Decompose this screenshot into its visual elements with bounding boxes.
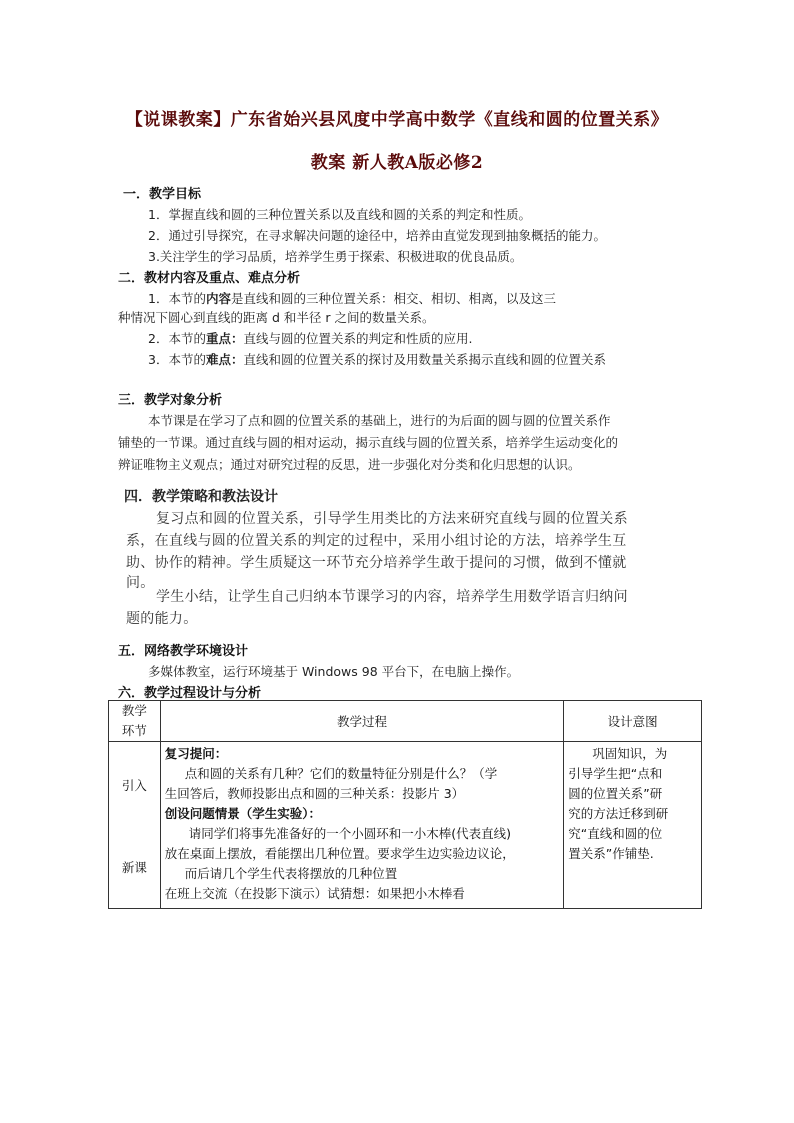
create-line-1: 请同学们将事先准备好的一个小圆环和一小木棒(代表直线) bbox=[188, 826, 511, 841]
section-6-heading: 六．教学过程设计与分析 bbox=[118, 686, 262, 701]
intent-line-6: 置关系”作铺垫. bbox=[568, 846, 654, 861]
section-5-line: 多媒体教室，运行环境基于 Windows 98 平台下，在电脑上操作。 bbox=[148, 664, 520, 679]
section-5-heading: 五．网络教学环境设计 bbox=[118, 644, 249, 659]
section-1-item-3: 3.关注学生的学习品质，培养学生勇于探索、积极进取的优良品质。 bbox=[148, 249, 523, 264]
section-3-line-2: 铺垫的一节课。通过直线与圆的相对运动，揭示直线与圆的位置关系，培养学生运动变化的 bbox=[118, 435, 619, 450]
intent-line-2: 引导学生把“点和 bbox=[568, 766, 663, 781]
section-2-item-3: 3．本节的难点：直线和圆的位置关系的探讨及用数量关系揭示直线和圆的位置关系 bbox=[148, 352, 606, 367]
section-3-line-3: 辨证唯物主义观点；通过对研究过程的反思，进一步强化对分类和化归思想的认识。 bbox=[118, 457, 581, 472]
table-row bbox=[109, 742, 702, 909]
create-line-2: 放在桌面上摆放，看能摆出几种位置。要求学生边实验边议论， bbox=[164, 846, 515, 861]
create-title: 创设问题情景（学生实验）： bbox=[164, 806, 321, 821]
header-intent: 设计意图 bbox=[564, 701, 702, 742]
section-4-line-2: 系，在直线与圆的位置关系的判定的过程中，采用小组讨论的方法，培养学生互 bbox=[126, 533, 627, 549]
intent-line-3: 圆的位置关系”研 bbox=[568, 786, 663, 801]
header-stage: 教学 环节 bbox=[109, 701, 161, 742]
intent-line-4: 究的方法迁移到研 bbox=[568, 806, 669, 821]
section-2-heading: 二．教材内容及重点、难点分析 bbox=[118, 271, 301, 286]
stage-cell bbox=[109, 742, 161, 909]
section-1-item-1: 1．掌握直线和圆的三种位置关系以及直线和圆的关系的判定和性质。 bbox=[148, 207, 531, 222]
process-cell bbox=[160, 742, 564, 909]
section-1-heading: 一．教学目标 bbox=[123, 187, 202, 202]
review-line-1: 点和圆的关系有几种？它们的数量特征分别是什么？（学 bbox=[184, 766, 498, 781]
intent-line-5: 究“直线和圆的位 bbox=[568, 826, 663, 841]
section-2-item-1: 1．本节的内容是直线和圆的三种位置关系：相交、相切、相离，以及这三 bbox=[148, 291, 556, 306]
section-4-heading: 四．教学策略和教法设计 bbox=[124, 489, 278, 505]
section-4-line-4: 问。 bbox=[126, 575, 155, 591]
section-3-line-1: 本节课是在学习了点和圆的位置关系的基础上，进行的为后面的圆与圆的位置关系作 bbox=[148, 413, 611, 428]
document-title-line-2: 教案 新人教A版必修2 bbox=[310, 153, 484, 173]
section-4-line-3: 助、协作的精神。学生质疑这一环节充分培养学生敢于提问的习惯，做到不懂就 bbox=[126, 555, 627, 571]
create-line-3: 而后请几个学生代表将摆放的几种位置 bbox=[184, 866, 398, 881]
review-line-2: 生回答后，教师投影出点和圆的三种关系：投影片 3） bbox=[164, 786, 465, 801]
section-2-item-2: 2．本节的重点：直线与圆的位置关系的判定和性质的应用. bbox=[148, 331, 473, 346]
section-4-line-5: 学生小结，让学生自己归纳本节课学习的内容，培养学生用数学语言归纳问 bbox=[156, 589, 628, 605]
stage-new-lesson: 新课 bbox=[121, 860, 147, 875]
intent-cell bbox=[564, 742, 702, 909]
stage-intro: 引入 bbox=[121, 778, 147, 793]
header-process: 教学过程 bbox=[160, 701, 564, 742]
table-header-row bbox=[109, 701, 702, 742]
create-line-4: 在班上交流（在投影下演示）试猜想：如果把小木棒看 bbox=[164, 886, 465, 901]
teaching-process-table bbox=[108, 700, 702, 909]
intent-line-1: 巩固知识，为 bbox=[592, 746, 668, 761]
section-2-item-1-continued: 种情况下圆心到直线的距离 d 和半径 r 之间的数量关系。 bbox=[118, 310, 435, 325]
section-3-heading: 三．教学对象分析 bbox=[118, 393, 223, 408]
document-title-line-1: 【说课教案】广东省始兴县风度中学高中数学《直线和圆的位置关系》 bbox=[125, 110, 669, 130]
section-4-line-1: 复习点和圆的位置关系，引导学生用类比的方法来研究直线与圆的位置关系 bbox=[156, 511, 628, 527]
section-4-line-6: 题的能力。 bbox=[126, 611, 198, 627]
review-title: 复习提问： bbox=[164, 746, 228, 761]
section-1-item-2: 2．通过引导探究，在寻求解决问题的途径中，培养由直觉发现到抽象概括的能力。 bbox=[148, 228, 606, 243]
section-4-scanned-block bbox=[118, 484, 678, 629]
